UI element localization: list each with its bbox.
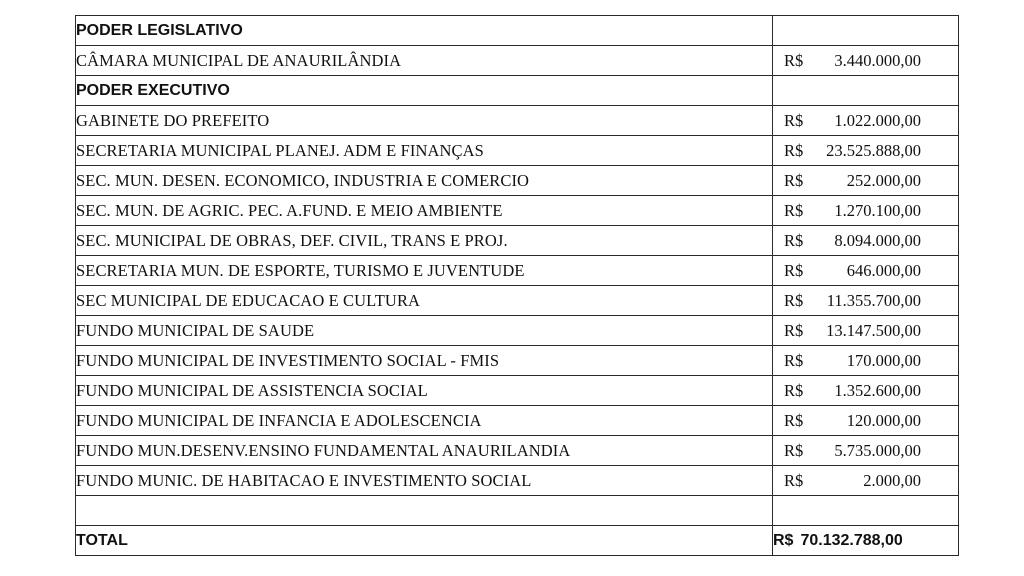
row-description: SEC. MUN. DESEN. ECONOMICO, INDUSTRIA E COMERCIO [76,166,773,196]
row-description: CÂMARA MUNICIPAL DE ANAURILÂNDIA [76,46,773,76]
row-amount: 13.147.500,00 [826,320,921,340]
row-amount: 252.000,00 [846,170,921,190]
row-currency: R$ [784,380,804,400]
row-description: FUNDO MUNICIPAL DE INFANCIA E ADOLESCENCIA [76,406,773,436]
table-row [76,106,959,136]
row-currency: R$ [784,350,804,370]
row-amount: 3.440.000,00 [834,50,921,70]
total-label: TOTAL [76,526,773,556]
row-description: FUNDO MUN.DESENV.ENSINO FUNDAMENTAL ANAURILANDIA [76,436,773,466]
table-row [76,136,959,166]
row-currency: R$ [784,140,804,160]
row-value-cell [773,46,959,76]
table-row [76,406,959,436]
table-row [76,316,959,346]
row-value [773,51,958,71]
row-value-cell [773,406,959,436]
row-value-cell [773,376,959,406]
table-row [76,196,959,226]
table-row [76,286,959,316]
row-currency: R$ [784,110,804,130]
table-row [76,166,959,196]
row-value [773,261,958,281]
row-value-cell [773,436,959,466]
row-value-cell [773,106,959,136]
row-value-cell [773,316,959,346]
table-row [76,226,959,256]
row-value-cell [773,136,959,166]
row-value-cell [773,286,959,316]
row-value [773,471,958,491]
row-description: SEC. MUN. DE AGRIC. PEC. A.FUND. E MEIO AMBIENTE [76,196,773,226]
row-amount: 5.735.000,00 [834,440,921,460]
row-value [773,231,958,251]
row-currency: R$ [784,50,804,70]
row-amount: 646.000,00 [846,260,921,280]
blank-value-cell [773,496,959,526]
row-value [773,111,958,131]
row-value [773,291,958,311]
empty-value-cell [773,76,959,106]
table-row [76,256,959,286]
row-description: FUNDO MUNICIPAL DE SAUDE [76,316,773,346]
row-value [773,441,958,461]
row-currency: R$ [784,320,804,340]
row-description: SECRETARIA MUN. DE ESPORTE, TURISMO E JUVENTUDE [76,256,773,286]
blank-desc-cell [76,496,773,526]
row-value-cell [773,226,959,256]
row-amount: 1.022.000,00 [834,110,921,130]
row-amount: 1.270.100,00 [834,200,921,220]
row-value [773,141,958,161]
empty-value-cell [773,16,959,46]
section-header-legislativo: PODER LEGISLATIVO [76,16,773,46]
table-row [76,346,959,376]
row-value [773,201,958,221]
row-currency: R$ [784,260,804,280]
section-header-row [76,76,959,106]
row-currency: R$ [784,230,804,250]
row-currency: R$ [784,170,804,190]
table-row [76,436,959,466]
row-amount: 170.000,00 [846,350,921,370]
row-description: SEC MUNICIPAL DE EDUCACAO E CULTURA [76,286,773,316]
row-currency: R$ [784,200,804,220]
total-value-cell [773,526,959,556]
total-amount: 70.132.788,00 [800,531,903,549]
row-currency: R$ [784,440,804,460]
row-description: FUNDO MUNIC. DE HABITACAO E INVESTIMENTO SOCIAL [76,466,773,496]
row-value [773,381,958,401]
blank-row [76,496,959,526]
row-amount: 120.000,00 [846,410,921,430]
row-value [773,411,958,431]
row-currency: R$ [784,410,804,430]
row-description: SEC. MUNICIPAL DE OBRAS, DEF. CIVIL, TRANS E PROJ. [76,226,773,256]
row-value-cell [773,346,959,376]
budget-table [75,15,959,556]
section-header-row [76,16,959,46]
row-description: FUNDO MUNICIPAL DE ASSISTENCIA SOCIAL [76,376,773,406]
row-value [773,171,958,191]
total-currency: R$ [773,531,794,549]
row-amount: 1.352.600,00 [834,380,921,400]
row-value-cell [773,196,959,226]
table-row [76,376,959,406]
row-value [773,351,958,371]
row-description: FUNDO MUNICIPAL DE INVESTIMENTO SOCIAL - FMIS [76,346,773,376]
row-amount: 2.000,00 [863,470,921,490]
row-currency: R$ [784,290,804,310]
budget-table-body [76,16,959,556]
row-value-cell [773,166,959,196]
total-row [76,526,959,556]
row-amount: 11.355.700,00 [826,290,921,310]
row-value-cell [773,256,959,286]
table-row [76,466,959,496]
row-amount: 23.525.888,00 [826,140,921,160]
section-header-executivo: PODER EXECUTIVO [76,76,773,106]
row-value [773,321,958,341]
row-description: GABINETE DO PREFEITO [76,106,773,136]
row-description: SECRETARIA MUNICIPAL PLANEJ. ADM E FINANÇAS [76,136,773,166]
table-row [76,46,959,76]
row-amount: 8.094.000,00 [834,230,921,250]
row-value-cell [773,466,959,496]
row-currency: R$ [784,470,804,490]
